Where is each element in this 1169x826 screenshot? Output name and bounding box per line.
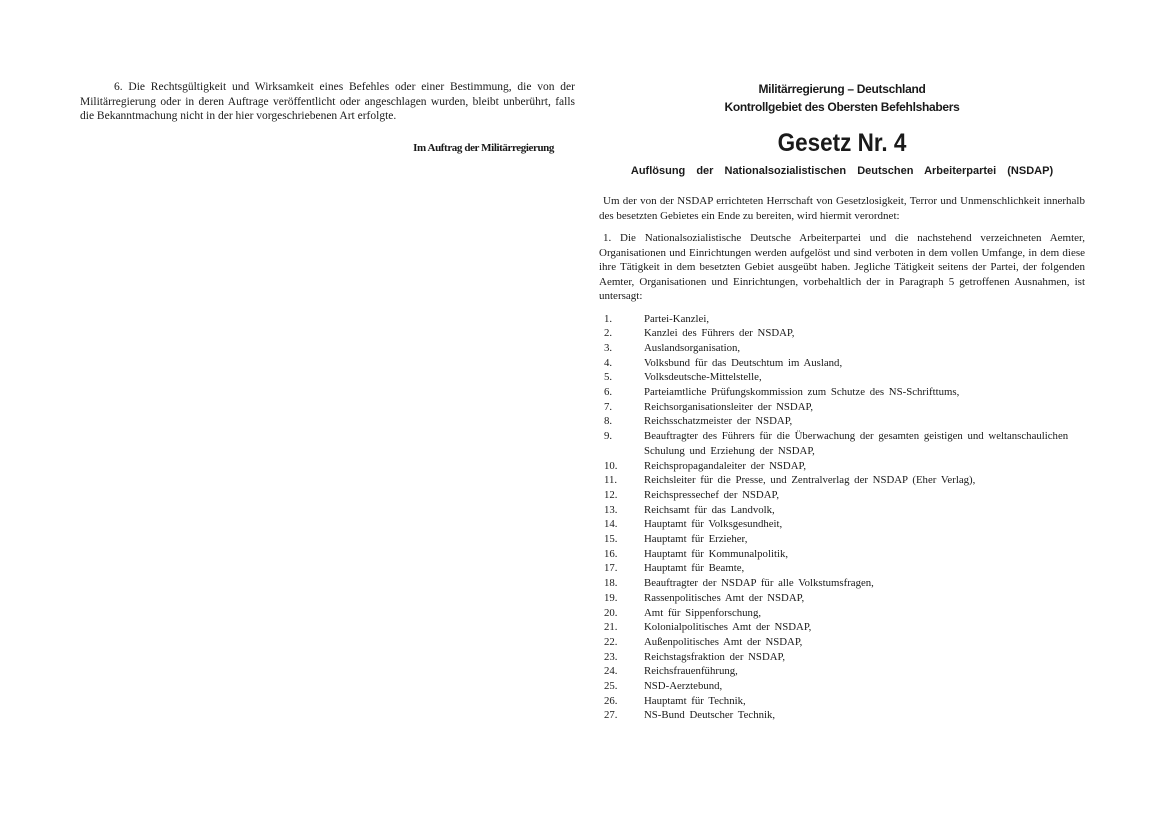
list-item-number: 2. [604,327,613,340]
list-item-number: 24. [604,665,618,678]
intro-paragraph: Um der von der NSDAP errichteten Herrschaft von Gesetzlosigkeit, Terror und Unmenschlichkeit innerhalb des besetzten Gebietes ein Ende zu bereiten, wird hiermit verordnet: [599,195,1085,222]
list-item-text: Auslandsorganisation, [644,341,741,354]
list-item-text: Amt für Sippenforschung, [644,606,762,619]
list-item-number: 7. [604,400,613,413]
list-item [599,591,1085,606]
list-item-number: 1. [604,312,613,325]
law-title: Gesetz Nr. 4 [777,129,907,157]
list-item [599,694,1085,709]
list-item-number: 15. [604,533,618,546]
list-item-text: Rassenpolitisches Amt der NSDAP, [644,591,805,604]
organization-list [599,312,1085,724]
list-item-text: Beauftragter des Führers für die Überwachung der gesamten geistigen und weltanschaulichen Schulung und Erziehung der NSDAP, [644,430,1069,457]
list-item-number: 5. [604,371,613,384]
list-item-text: Hauptamt für Erzieher, [644,533,748,546]
list-item-number: 22. [604,635,618,648]
list-item-number: 17. [604,562,618,575]
list-item [599,532,1085,547]
list-item-text: Volksbund für das Deutschtum im Ausland, [644,356,843,369]
list-item-number: 20. [604,606,618,619]
list-item-text: Reichsfrauenführung, [644,665,738,678]
list-item [599,370,1085,385]
list-item [599,326,1085,341]
list-item [599,650,1085,665]
list-item [599,400,1085,415]
list-item-text: NS-Bund Deutscher Technik, [644,709,776,722]
signature-line: Im Auftrag der Militärregierung [413,141,554,154]
left-page [80,80,575,154]
list-item-number: 11. [604,474,618,487]
list-item [599,356,1085,371]
list-item [599,635,1085,650]
list-item-number: 3. [604,341,613,354]
list-item [599,547,1085,562]
list-item-text: Reichsleiter für die Presse, und Zentralverlag der NSDAP (Eher Verlag), [644,474,976,487]
list-item-number: 26. [604,694,618,707]
list-item-number: 18. [604,577,618,590]
list-item-text: Hauptamt für Kommunalpolitik, [644,547,789,560]
list-item [599,517,1085,532]
list-item-number: 13. [604,503,618,516]
list-item-number: 21. [604,621,618,634]
list-item [599,414,1085,429]
list-item [599,620,1085,635]
law-subtitle: Auflösung der Nationalsozialistischen Deutschen Arbeiterpartei (NSDAP) [630,165,1054,177]
list-item-text: Kolonialpolitisches Amt der NSDAP, [644,621,812,634]
header-control-area: Kontrollgebiet des Obersten Befehlshabers [724,100,960,114]
list-item-text: Parteiamtliche Prüfungskommission zum Schutze des NS-Schrifttums, [644,386,960,399]
list-item-number: 14. [604,518,618,531]
list-item-number: 12. [604,488,618,501]
list-item [599,606,1085,621]
list-item-text: Reichsschatzmeister der NSDAP, [644,415,793,428]
paragraph-6: 6. Die Rechtsgültigkeit und Wirksamkeit eines Befehles oder einer Bestimmung, die von der Militärregierung oder in deren Auftrage veröffentlicht oder angeschlagen wurden, bleibt unberührt, falls die Bekanntmachung nicht in der hier vorgeschriebenen Art erfolgte. [80,81,575,123]
list-item-number: 16. [604,547,618,560]
list-item-text: Reichspropagandaleiter der NSDAP, [644,459,807,472]
list-item [599,576,1085,591]
list-item-text: Volksdeutsche-Mittelstelle, [644,371,762,384]
list-item [599,473,1085,488]
list-item-text: Hauptamt für Technik, [644,694,746,707]
list-item-text: Partei-Kanzlei, [644,312,710,325]
list-item-text: Reichsamt für das Landvolk, [644,503,775,516]
list-item-text: Außenpolitisches Amt der NSDAP, [644,635,803,648]
list-item [599,561,1085,576]
right-page [599,80,1085,723]
list-item-text: Beauftragter der NSDAP für alle Volkstumsfragen, [644,577,874,590]
list-item-text: NSD-Aerztebund, [644,680,723,693]
list-item-number: 10. [604,459,618,472]
list-item-number: 27. [604,709,618,722]
list-item [599,488,1085,503]
list-item [599,385,1085,400]
list-item-number: 23. [604,650,618,663]
list-item [599,503,1085,518]
list-item-text: Hauptamt für Beamte, [644,562,745,575]
list-item-text: Reichsorganisationsleiter der NSDAP, [644,400,814,413]
header-military-government: Militärregierung – Deutschland [758,82,926,96]
list-item-text: Reichstagsfraktion der NSDAP, [644,650,786,663]
list-item-text: Reichspressechef der NSDAP, [644,488,780,501]
list-item-number: 19. [604,591,618,604]
list-item-number: 4. [604,356,613,369]
list-item [599,341,1085,356]
list-item-number: 6. [604,386,613,399]
list-item [599,679,1085,694]
list-item-number: 8. [604,415,613,428]
list-item-text: Hauptamt für Volksgesundheit, [644,518,783,531]
list-item [599,429,1085,458]
list-item [599,664,1085,679]
list-item [599,312,1085,327]
section-1-paragraph: 1. Die Nationalsozialistische Deutsche Arbeiterpartei und die nachstehend verzeichneten Aemter, Organisationen und Einrichtungen werden aufgelöst und sind verboten in dem vollen Umfange, in dem diese ihre Tätigkeit in dem besetzten Gebiet ausgeübt haben. Jegliche Tätigkeit seitens der Partei, der folgenden Aemter, Organisationen und Einrichtungen, vorbehaltlich der in Paragraph 5 getroffenen Ausnahmen, ist untersagt: [599,232,1085,302]
list-item [599,708,1085,723]
list-item [599,459,1085,474]
list-item-number: 25. [604,680,618,693]
list-item-text: Kanzlei des Führers der NSDAP, [644,327,795,340]
list-item-number: 9. [604,430,613,443]
